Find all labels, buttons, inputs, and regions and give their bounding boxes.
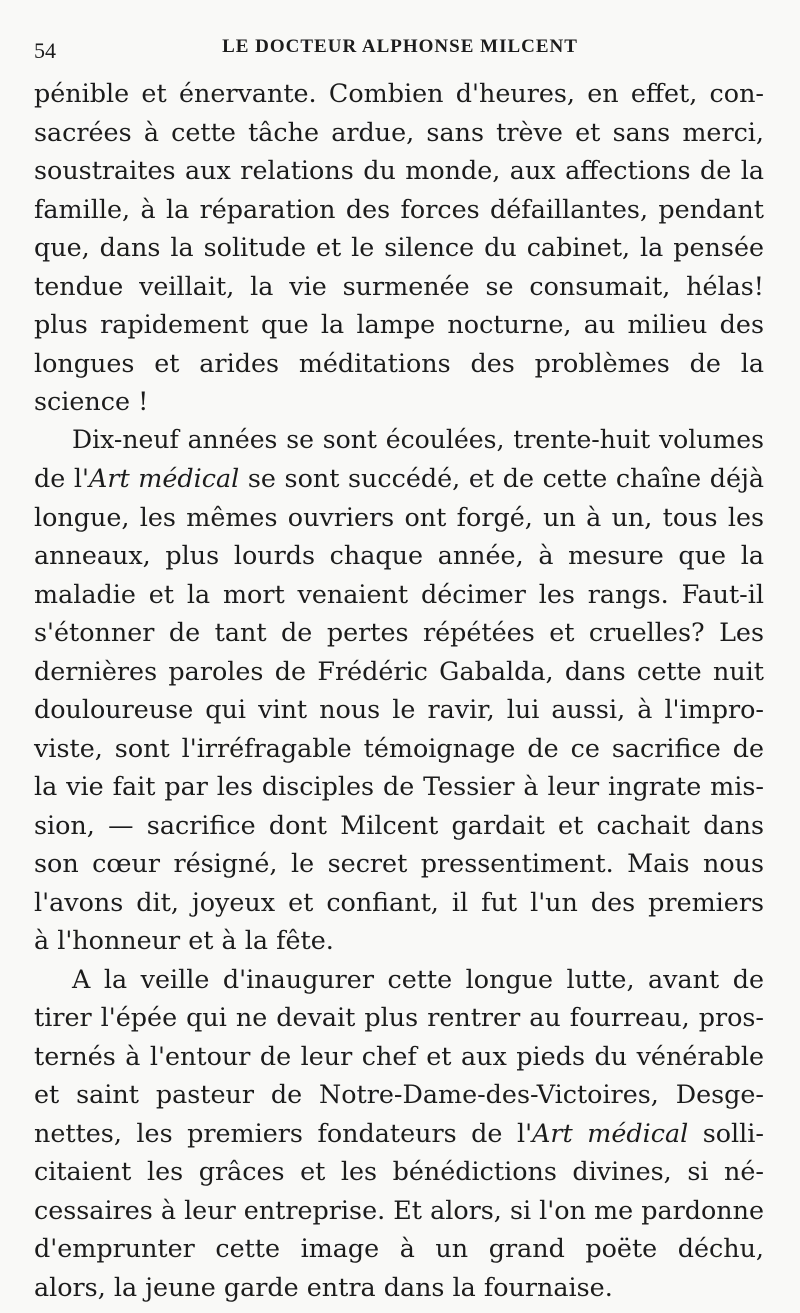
text-line: douloureuse qui vint nous le ravir, lui aussi, à l'impro- xyxy=(34,694,764,724)
text-line: ternés à l'entour de leur chef et aux pieds du vénérable xyxy=(34,1040,764,1071)
paragraph xyxy=(34,421,764,960)
text-line: et saint pasteur de Notre-Dame-des-Victoires, Desge- xyxy=(34,1079,764,1109)
text-line: pénible et énervante. Combien d'heures, en effet, con- xyxy=(34,78,764,108)
text-line: maladie et la mort venaient décimer les rangs. Faut-il xyxy=(34,578,764,609)
paragraph xyxy=(34,74,764,421)
text-line: plus rapidement que la lampe nocturne, au milieu des xyxy=(34,309,764,339)
text-line: sacrées à cette tâche ardue, sans trève et sans merci, xyxy=(34,116,764,147)
text-line: longue, les mêmes ouvriers ont forgé, un à un, tous les xyxy=(34,501,764,532)
text-line: famille, à la réparation des forces défaillantes, pendant xyxy=(34,193,764,224)
text-line: sion, — sacrifice dont Milcent gardait et cachait dans xyxy=(34,809,764,840)
text-line: tirer l'épée qui ne devait plus rentrer au fourreau, pros- xyxy=(34,1002,764,1032)
text-line: cessaires à leur entreprise. Et alors, si l'on me pardonne xyxy=(34,1194,764,1225)
journal-title-italic: Art médical xyxy=(89,463,240,493)
text-line: viste, sont l'irréfragable témoignage de ce sacrifice de xyxy=(34,732,764,763)
text-line: science ! xyxy=(34,386,149,416)
journal-title-italic: Art médical xyxy=(532,1117,689,1148)
body-text xyxy=(34,74,764,1306)
text-line: A la veille d'inaugurer cette longue lutte, avant de xyxy=(72,963,764,994)
text-line: la vie fait par les disciples de Tessier à leur ingrate mis- xyxy=(34,771,764,801)
text-line: dernières paroles de Frédéric Gabalda, dans cette nuit xyxy=(34,655,764,686)
text-line: s'étonner de tant de pertes répétées et cruelles? Les xyxy=(34,617,764,647)
text-line: l'avons dit, joyeux et confiant, il fut l'un des premiers xyxy=(34,886,764,917)
text-line: alors, la jeune garde entra dans la fournaise. xyxy=(34,1271,613,1302)
text-line: tendue veillait, la vie surmenée se consumait, hélas! xyxy=(34,270,764,301)
text-line: son cœur résigné, le secret pressentiment. Mais nous xyxy=(34,848,764,878)
text-line: d'emprunter cette image à un grand poëte déchu, xyxy=(34,1233,764,1263)
text-line: nettes, les premiers fondateurs de l'Art médical solli- xyxy=(34,1117,764,1148)
text-line: anneaux, plus lourds chaque année, à mesure que la xyxy=(34,540,764,570)
text-line: de l'Art médical se sont succédé, et de cette chaîne déjà xyxy=(34,463,764,493)
text-line: Dix-neuf années se sont écoulées, trente-huit volumes xyxy=(72,424,764,454)
text-line: à l'honneur et à la fête. xyxy=(34,925,334,955)
text-line: longues et arides méditations des problèmes de la xyxy=(34,347,764,378)
running-title: LE DOCTEUR ALPHONSE MILCENT xyxy=(222,36,578,57)
text-line: soustraites aux relations du monde, aux affections de la xyxy=(34,155,764,185)
paragraph xyxy=(34,960,764,1307)
text-line: que, dans la solitude et le silence du cabinet, la pensée xyxy=(34,232,764,262)
page-number: 54 xyxy=(34,38,56,63)
text-line: citaient les grâces et les bénédictions divines, si né- xyxy=(34,1156,764,1186)
running-head xyxy=(34,30,766,63)
